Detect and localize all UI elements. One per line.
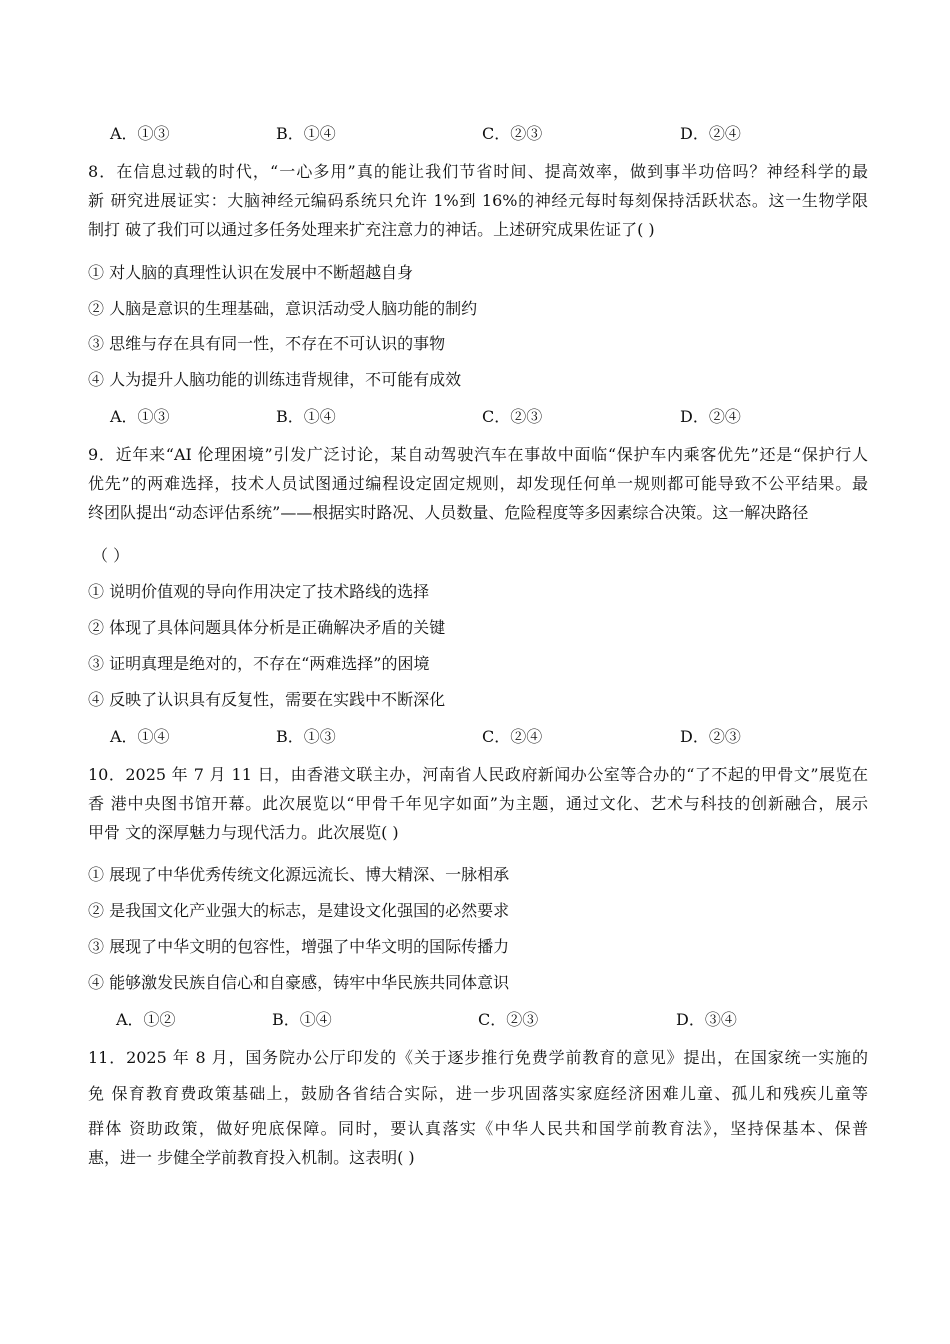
- q8-statement-2: ② 人脑是意识的生理基础，意识活动受人脑功能的制约: [88, 299, 478, 318]
- q9-line-4: （ ）: [92, 546, 130, 565]
- q11-line-1: 11．2025 年 8 月，国务院办公厅印发的《关于逐步推行免费学前教育的意见》提出，在国家统一实施的: [88, 1048, 868, 1067]
- q8-line-1: 8．在信息过载的时代，“一心多用”真的能让我们节省时间、提高效率，做到事半功倍吗？神经科学的最: [88, 162, 868, 181]
- q8-line-2: 新 研究进展证实：大脑神经元编码系统只允许 1%到 16%的神经元每时每刻保持活跃状态。这一生物学限: [88, 191, 868, 210]
- q10-option-d[interactable]: D．③④: [676, 1010, 737, 1029]
- q9-options: [0, 725, 950, 749]
- q11-line-4: 惠，进一 步健全学前教育投入机制。这表明( ): [88, 1148, 415, 1167]
- q9-option-a[interactable]: A．①④: [110, 727, 170, 746]
- q9-statement-3: ③ 证明真理是绝对的，不存在“两难选择”的困境: [88, 654, 430, 673]
- q10-option-a[interactable]: A．①②: [116, 1010, 176, 1029]
- q8-option-c[interactable]: C．②③: [482, 407, 543, 426]
- q8-statement-3: ③ 思维与存在具有同一性，不存在不可认识的事物: [88, 334, 446, 353]
- q10-line-1: 10．2025 年 7 月 11 日，由香港文联主办，河南省人民政府新闻办公室等合办的“了不起的甲骨文”展览在: [88, 765, 868, 784]
- q9-statement-2: ② 体现了具体问题具体分析是正确解决矛盾的关键: [88, 618, 446, 637]
- q9-line-2: 优先”的两难选择，技术人员试图通过编程设定固定规则，却发现任何单一规则都可能导致不公平结果。最: [88, 474, 868, 493]
- q7-option-d[interactable]: D．②④: [680, 124, 741, 143]
- q10-statement-3: ③ 展现了中华文明的包容性，增强了中华文明的国际传播力: [88, 937, 510, 956]
- q9-option-c[interactable]: C．②④: [482, 727, 543, 746]
- q8-options: [0, 405, 950, 429]
- q11-line-3: 群体 资助政策，做好兜底保障。同时，要认真落实《中华人民共和国学前教育法》，坚持保基本、保普: [88, 1119, 868, 1138]
- q8-option-a[interactable]: A．①③: [110, 407, 170, 426]
- q9-option-b[interactable]: B．①③: [276, 727, 336, 746]
- q7-option-b[interactable]: B．①④: [276, 124, 336, 143]
- q7-option-a[interactable]: A．①③: [110, 124, 170, 143]
- q9-line-3: 终团队提出“动态评估系统”——根据实时路况、人员数量、危险程度等多因素综合决策。这一解决路径: [88, 503, 809, 522]
- q10-option-b[interactable]: B．①④: [272, 1010, 332, 1029]
- q9-option-d[interactable]: D．②③: [680, 727, 741, 746]
- q9-statement-1: ① 说明价值观的导向作用决定了技术路线的选择: [88, 582, 430, 601]
- q10-statement-2: ② 是我国文化产业强大的标志，是建设文化强国的必然要求: [88, 901, 510, 920]
- q9-line-1: 9．近年来“AI 伦理困境”引发广泛讨论，某自动驾驶汽车在事故中面临“保护车内乘客优先”还是“保护行人: [88, 445, 868, 464]
- q10-option-c[interactable]: C．②③: [478, 1010, 539, 1029]
- q8-statement-1: ① 对人脑的真理性认识在发展中不断超越自身: [88, 263, 414, 282]
- q10-line-2: 香 港中央图书馆开幕。此次展览以“甲骨千年见字如面”为主题，通过文化、艺术与科技的创新融合，展示: [88, 794, 868, 813]
- q11-line-2: 免 保育教育费政策基础上，鼓励各省结合实际，进一步巩固落实家庭经济困难儿童、孤儿和残疾儿童等: [88, 1084, 868, 1103]
- q10-statement-1: ① 展现了中华优秀传统文化源远流长、博大精深、一脉相承: [88, 865, 510, 884]
- q10-line-3: 甲骨 文的深厚魅力与现代活力。此次展览( ): [88, 823, 399, 842]
- q9-statement-4: ④ 反映了认识具有反复性，需要在实践中不断深化: [88, 690, 446, 709]
- q8-option-d[interactable]: D．②④: [680, 407, 741, 426]
- q10-options: [0, 1008, 950, 1032]
- q8-option-b[interactable]: B．①④: [276, 407, 336, 426]
- q8-statement-4: ④ 人为提升人脑功能的训练违背规律，不可能有成效: [88, 370, 462, 389]
- q10-statement-4: ④ 能够激发民族自信心和自豪感，铸牢中华民族共同体意识: [88, 973, 510, 992]
- q7-options: [0, 122, 950, 146]
- q7-option-c[interactable]: C．②③: [482, 124, 543, 143]
- q8-line-3: 制打 破了我们可以通过多任务处理来扩充注意力的神话。上述研究成果佐证了( ): [88, 220, 655, 239]
